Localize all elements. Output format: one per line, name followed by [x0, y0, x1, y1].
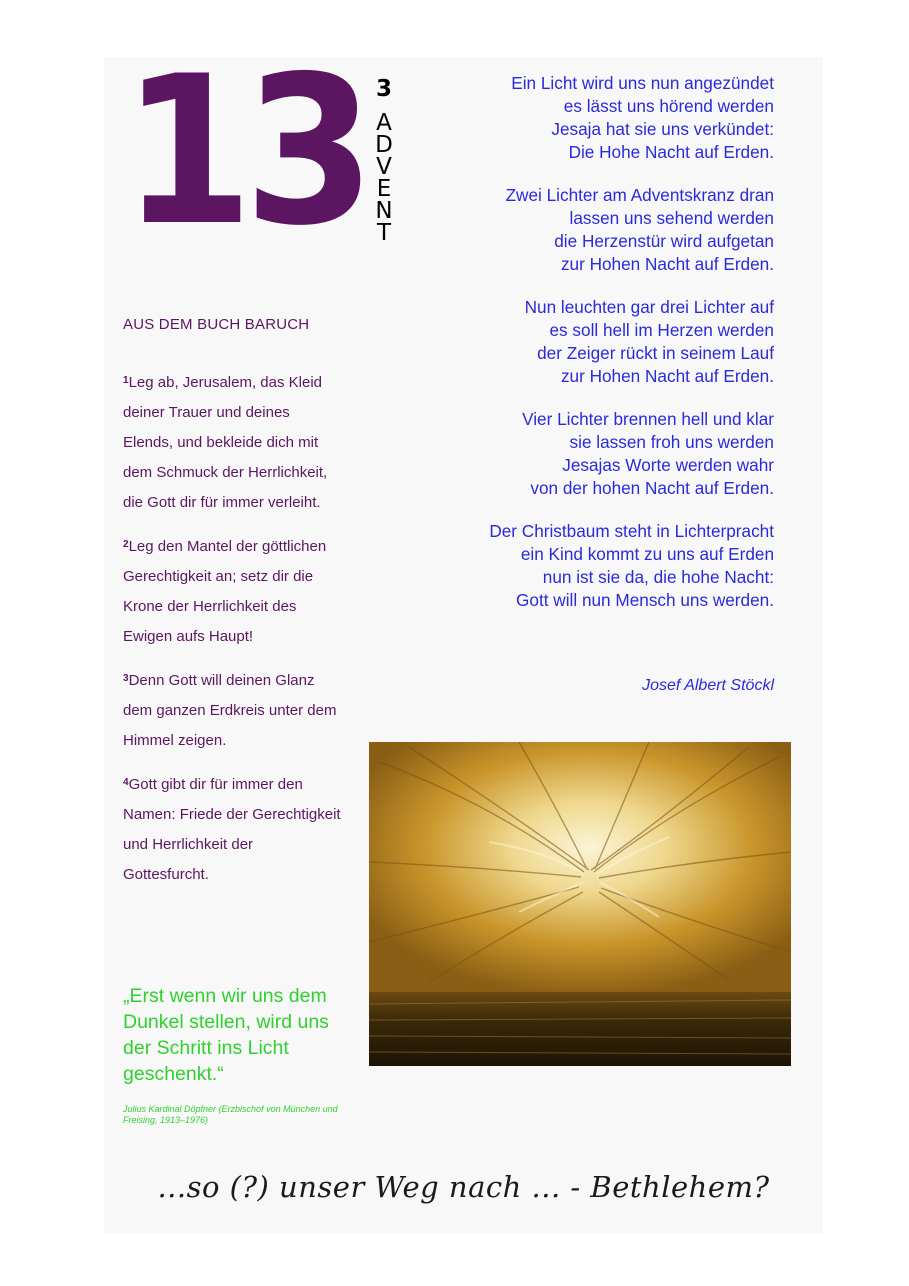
verse-number: 2 — [123, 539, 129, 550]
poem-line: die Herzenstür wird aufgetan — [554, 231, 774, 251]
verse — [123, 366, 343, 518]
poem-line: nun ist sie da, die hohe Nacht: — [542, 567, 774, 587]
poem-line: es lässt uns hörend werden — [563, 96, 774, 116]
verse — [123, 664, 343, 756]
poem-stanza — [430, 296, 774, 388]
poem-line: Die Hohe Nacht auf Erden. — [568, 142, 774, 162]
reading-title: AUS DEM BUCH BARUCH — [123, 316, 310, 333]
poem-line: lassen uns sehend werden — [569, 208, 774, 228]
poem-line: zur Hohen Nacht auf Erden. — [560, 254, 774, 274]
poem-stanza — [430, 408, 774, 500]
golden-sky-woodcut-image — [369, 742, 791, 1066]
verse-text: Gott gibt dir für immer den Namen: Friede der Gerechtigkeit und Herrlichkeit der Gottesfurcht. — [123, 776, 341, 883]
advent-letter: A — [376, 110, 392, 136]
quote-author: Julius Kardinal Döpfner (Erzbischof von München und Freising, 1913–1976) — [123, 1104, 338, 1125]
verse — [123, 530, 343, 652]
advent-letter: N — [375, 198, 393, 224]
poem-line: es soll hell im Herzen werden — [549, 320, 774, 340]
poem-line: Jesaja hat sie uns verkündet: — [551, 119, 774, 139]
day-number: 13 — [122, 33, 367, 271]
poem-line: der Zeiger rückt in seinem Lauf — [537, 343, 774, 363]
poem-line: Jesajas Worte werden wahr — [562, 455, 774, 475]
advent-letter: D — [375, 132, 393, 158]
reading-text — [123, 366, 343, 902]
poem-line: ein Kind kommt zu uns auf Erden — [520, 544, 774, 564]
advent-letters — [366, 112, 402, 244]
poem-line: sie lassen froh uns werden — [569, 432, 774, 452]
poem-line: Vier Lichter brennen hell und klar — [522, 409, 774, 429]
poem-line: zur Hohen Nacht auf Erden. — [560, 366, 774, 386]
quote-text: „Erst wenn wir uns dem Dunkel stellen, wird uns der Schritt ins Licht geschenkt.“ — [123, 985, 329, 1085]
verse-number: 1 — [123, 375, 129, 386]
footer-text: ...so (?) unser Weg nach ... - Bethlehem? — [157, 1170, 770, 1204]
poem-line: Nun leuchten gar drei Lichter auf — [524, 297, 774, 317]
advent-number: 3 — [375, 76, 392, 102]
verse-text: Denn Gott will deinen Glanz dem ganzen Erdkreis unter dem Himmel zeigen. — [123, 672, 337, 749]
verse-number: 4 — [123, 777, 129, 788]
poem — [430, 72, 774, 632]
poem-stanza — [430, 520, 774, 612]
advent-label — [366, 78, 402, 244]
verse-text: Leg ab, Jerusalem, das Kleid deiner Trauer und deines Elends, und bekleide dich mit dem Schmuck der Herrlichkeit, die Gott dir für immer verleiht. — [123, 374, 328, 511]
poem-line: von der hohen Nacht auf Erden. — [530, 478, 774, 498]
poem-line: Ein Licht wird uns nun angezündet — [511, 73, 774, 93]
verse-number: 3 — [123, 673, 129, 684]
advent-letter: T — [376, 220, 392, 246]
poem-stanza — [430, 72, 774, 164]
poem-stanza — [430, 184, 774, 276]
poem-line: Gott will nun Mensch uns werden. — [516, 590, 774, 610]
poem-line: Der Christbaum steht in Lichterpracht — [489, 521, 774, 541]
poem-author: Josef Albert Stöckl — [642, 677, 774, 694]
advent-letter: V — [376, 154, 392, 180]
advent-letter: E — [376, 176, 392, 202]
verse-text: Leg den Mantel der göttlichen Gerechtigkeit an; setz dir die Krone der Herrlichkeit des Ewigen aufs Haupt! — [123, 538, 327, 645]
poem-line: Zwei Lichter am Adventskranz dran — [505, 185, 774, 205]
verse — [123, 768, 343, 890]
